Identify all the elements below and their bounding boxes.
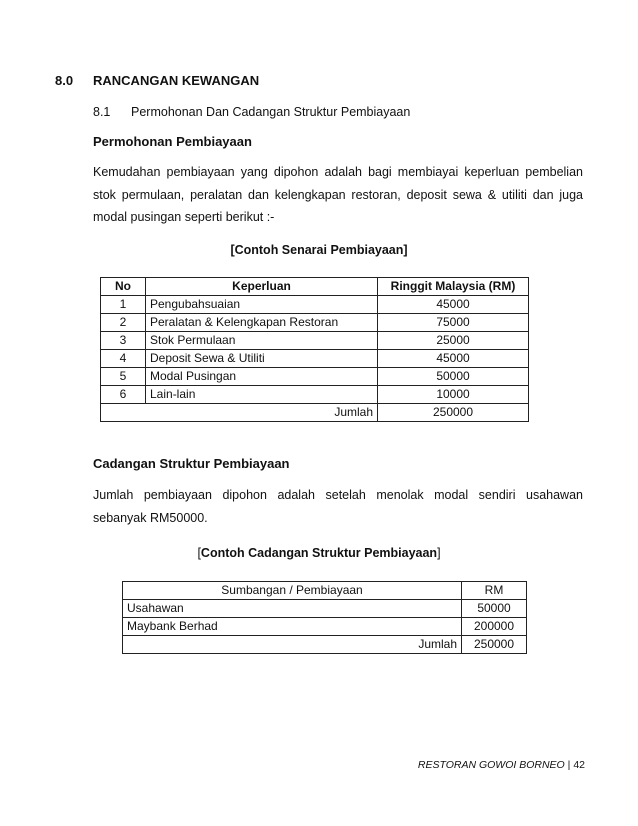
row-no: 3	[101, 332, 146, 350]
table-row	[101, 332, 529, 350]
row-amount: 25000	[378, 332, 529, 350]
table1-caption: [Contoh Senarai Pembiayaan]	[230, 243, 408, 257]
row-no: 6	[101, 386, 146, 404]
table-row	[101, 350, 529, 368]
total-label: Jumlah	[101, 404, 378, 422]
footer-separator: |	[567, 759, 571, 771]
row-item: Modal Pusingan	[146, 368, 378, 386]
cadangan-heading: Cadangan Struktur Pembiayaan	[93, 456, 290, 471]
table-row	[101, 314, 529, 332]
table2-caption	[0, 546, 638, 560]
subsection-title: Permohonan Dan Cadangan Struktur Pembiayaan	[131, 105, 411, 119]
row-no: 5	[101, 368, 146, 386]
table-row	[101, 296, 529, 314]
table-row	[123, 600, 527, 618]
financing-structure-table	[122, 581, 527, 654]
row-amount: 75000	[378, 314, 529, 332]
row-item: Pengubahsuaian	[146, 296, 378, 314]
page-number: 42	[573, 759, 585, 771]
caption-bracket-open: [	[197, 546, 201, 560]
row-amount: 50000	[462, 600, 527, 618]
table-row	[101, 368, 529, 386]
page-footer	[418, 759, 585, 771]
row-amount: 50000	[378, 368, 529, 386]
row-amount: 10000	[378, 386, 529, 404]
section-title: RANCANGAN KEWANGAN	[93, 73, 260, 88]
total-label: Jumlah	[123, 636, 462, 654]
permohonan-heading: Permohonan Pembiayaan	[93, 134, 252, 149]
footer-title: RESTORAN GOWOI BORNEO	[417, 759, 565, 771]
table-header-row	[101, 278, 529, 296]
permohonan-paragraph: Kemudahan pembiayaan yang dipohon adalah bagi membiayai keperluan pembelian stok permulaan, peralatan dan kelengkapan restoran, deposit sewa & utiliti dan juga modal pusingan seperti berikut :-	[93, 165, 583, 224]
caption-bracket-close: ]	[437, 546, 441, 560]
table-header-row	[123, 582, 527, 600]
header-sumbangan: Sumbangan / Pembiayaan	[123, 582, 462, 600]
header-keperluan: Keperluan	[146, 278, 378, 296]
row-item: Deposit Sewa & Utiliti	[146, 350, 378, 368]
row-no: 2	[101, 314, 146, 332]
row-amount: 45000	[378, 296, 529, 314]
subsection-number: 8.1	[93, 105, 111, 119]
header-no: No	[101, 278, 146, 296]
caption-text: Contoh Cadangan Struktur Pembiayaan	[200, 546, 438, 560]
row-source: Maybank Berhad	[123, 618, 462, 636]
row-amount: 200000	[462, 618, 527, 636]
header-rm: Ringgit Malaysia (RM)	[378, 278, 529, 296]
row-item: Peralatan & Kelengkapan Restoran	[146, 314, 378, 332]
row-amount: 45000	[378, 350, 529, 368]
row-item: Stok Permulaan	[146, 332, 378, 350]
row-source: Usahawan	[123, 600, 462, 618]
financing-list-table	[100, 277, 529, 422]
section-number: 8.0	[55, 73, 74, 88]
table-total-row	[101, 404, 529, 422]
table-total-row	[123, 636, 527, 654]
row-no: 4	[101, 350, 146, 368]
total-value: 250000	[462, 636, 527, 654]
cadangan-paragraph: Jumlah pembiayaan dipohon adalah setelah menolak modal sendiri usahawan sebanyak RM50000.	[93, 488, 583, 525]
header-rm: RM	[462, 582, 527, 600]
table-row	[101, 386, 529, 404]
row-no: 1	[101, 296, 146, 314]
row-item: Lain-lain	[146, 386, 378, 404]
total-value: 250000	[378, 404, 529, 422]
table-row	[123, 618, 527, 636]
